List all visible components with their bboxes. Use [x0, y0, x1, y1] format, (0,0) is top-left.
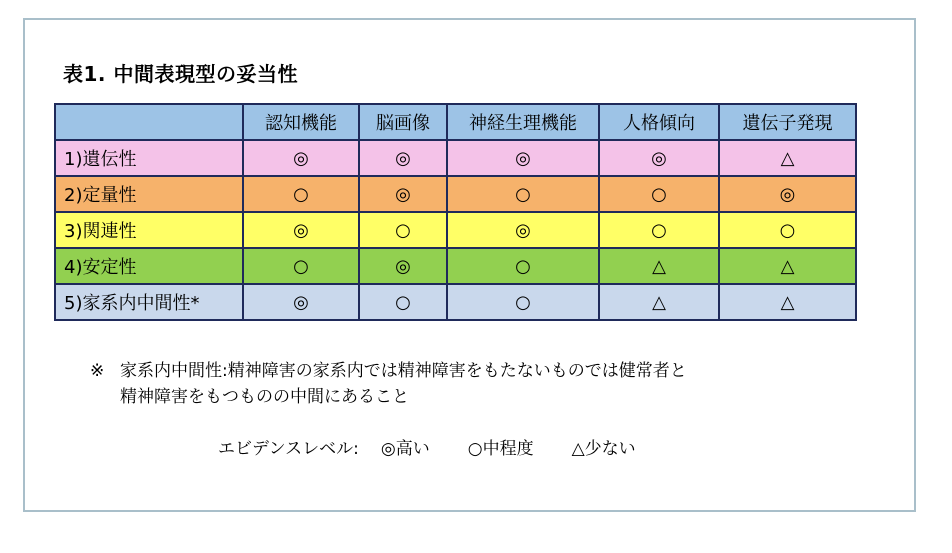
table-cell: △: [599, 248, 719, 284]
table-title: 表1. 中間表現型の妥当性: [63, 62, 298, 86]
table-cell: ◎: [719, 176, 856, 212]
header-cognitive: 認知機能: [243, 104, 359, 140]
table-cell: △: [719, 284, 856, 320]
header-personality: 人格傾向: [599, 104, 719, 140]
table-cell: △: [719, 248, 856, 284]
header-row: [55, 104, 856, 140]
footnote-text-1: 家系内中間性:精神障害の家系内では精神障害をもたないものでは健常者と: [120, 361, 687, 381]
evidence-table: [54, 103, 857, 321]
table-row: [55, 248, 856, 284]
table-cell: ◎: [447, 212, 599, 248]
table-cell: ◎: [359, 248, 447, 284]
footnote-line-1: [90, 358, 687, 384]
table-cell: ◎: [243, 212, 359, 248]
legend-label: エビデンスレベル:: [218, 439, 359, 459]
table-cell: ○: [243, 176, 359, 212]
table-cell: ○: [599, 212, 719, 248]
row-label: 1)遺伝性: [55, 140, 243, 176]
table-cell: ◎: [243, 284, 359, 320]
table-cell: ○: [447, 248, 599, 284]
table-cell: △: [599, 284, 719, 320]
table-row: [55, 284, 856, 320]
footnote-line-2: 精神障害をもつものの中間にあること: [120, 387, 409, 407]
legend-medium: ○中程度: [467, 439, 534, 459]
table-cell: ◎: [243, 140, 359, 176]
table-cell: ◎: [599, 140, 719, 176]
table-row: [55, 176, 856, 212]
table-cell: ○: [599, 176, 719, 212]
table-cell: ○: [359, 284, 447, 320]
evidence-legend: [218, 434, 636, 459]
footnote-mark: ※: [90, 361, 105, 381]
row-label: 5)家系内中間性*: [55, 284, 243, 320]
row-label: 2)定量性: [55, 176, 243, 212]
table-cell: ○: [359, 212, 447, 248]
legend-high: ◎高い: [380, 439, 430, 459]
table-cell: ◎: [359, 140, 447, 176]
row-label: 3)関連性: [55, 212, 243, 248]
footnote: [90, 358, 687, 410]
table-cell: △: [719, 140, 856, 176]
table-cell: ◎: [447, 140, 599, 176]
table-row: [55, 212, 856, 248]
header-brain-imaging: 脳画像: [359, 104, 447, 140]
header-neurophysiology: 神経生理機能: [447, 104, 599, 140]
table-row: [55, 140, 856, 176]
header-corner: [55, 104, 243, 140]
table-cell: ○: [447, 176, 599, 212]
table-cell: ○: [719, 212, 856, 248]
header-gene-expression: 遺伝子発現: [719, 104, 856, 140]
table-cell: ○: [447, 284, 599, 320]
table-cell: ○: [243, 248, 359, 284]
legend-low: △少ない: [571, 439, 636, 459]
row-label: 4)安定性: [55, 248, 243, 284]
table-cell: ◎: [359, 176, 447, 212]
